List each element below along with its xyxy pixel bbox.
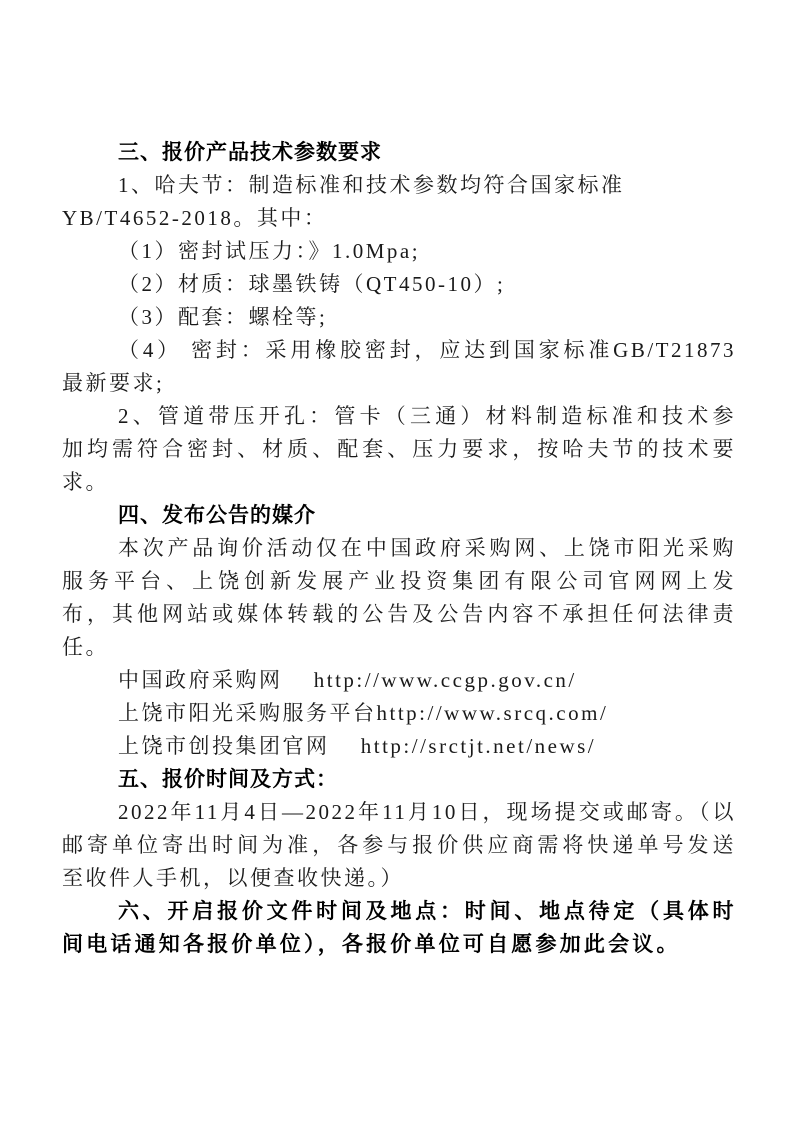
document-body	[62, 136, 736, 961]
pipe-drill-line-1: 2、管道带压开孔：管卡（三通）材料制造标准和技术参	[118, 404, 736, 428]
spec-item-1: （1）密封试压力：》1.0Mpa;	[118, 239, 421, 263]
quote-time-line-1: 2022年11月4日—2022年11月10日，现场提交或邮寄。（以	[118, 800, 736, 824]
media-link-srcq: 上饶市阳光采购服务平台http://www.srcq.com/	[118, 701, 609, 725]
quote-time-line-2: 邮寄单位寄出时间为准，各参与报价供应商需将快递单号发送	[62, 833, 736, 857]
spec-item-2: （2）材质：球墨铁铸（QT450-10）;	[118, 272, 506, 296]
section-heading-5: 五、报价时间及方式：	[118, 767, 338, 791]
media-para-line-3: 布，其他网站或媒体转载的公告及公告内容不承担任何法律责	[62, 602, 736, 626]
hafu-joint-line-1: 1、哈夫节：制造标准和技术参数均符合国家标准	[118, 173, 625, 197]
pipe-drill-line-2: 加均需符合密封、材质、配套、压力要求，按哈夫节的技术要	[62, 437, 736, 461]
section-heading-4: 四、发布公告的媒介	[118, 503, 316, 527]
section-heading-6-line-2: 间电话通知各报价单位），各报价单位可自愿参加此会议。	[62, 932, 681, 956]
pipe-drill-line-3: 求。	[62, 470, 109, 494]
spec-item-3: （3）配套：螺栓等;	[118, 305, 328, 329]
section-heading-6-line-1: 六、开启报价文件时间及地点：时间、地点待定（具体时	[118, 899, 736, 923]
section-heading-3: 三、报价产品技术参数要求	[118, 140, 382, 164]
media-para-line-1: 本次产品询价活动仅在中国政府采购网、上饶市阳光采购	[118, 536, 736, 560]
media-link-ccgp: 中国政府采购网 http://www.ccgp.gov.cn/	[118, 668, 577, 692]
media-link-srctjt: 上饶市创投集团官网 http://srctjt.net/news/	[118, 734, 597, 758]
quote-time-line-3: 至收件人手机，以便查收快递。）	[62, 866, 404, 890]
media-para-line-4: 任。	[62, 635, 109, 659]
hafu-joint-line-2: YB/T4652-2018。其中：	[62, 206, 328, 230]
spec-item-4-line-2: 最新要求;	[62, 371, 165, 395]
spec-item-4-line-1: （4） 密封：采用橡胶密封，应达到国家标准GB/T21873	[118, 338, 736, 362]
media-para-line-2: 服务平台、上饶创新发展产业投资集团有限公司官网网上发	[62, 569, 736, 593]
